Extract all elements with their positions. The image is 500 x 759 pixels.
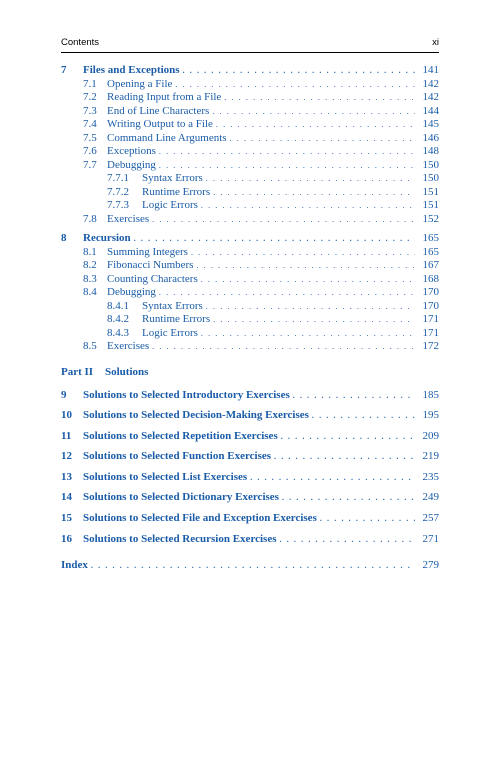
section-page: 144 <box>422 104 439 117</box>
toc-chapter-10[interactable] <box>61 405 439 426</box>
dot-leader <box>152 213 415 227</box>
section-page: 170 <box>422 286 439 298</box>
chapter-number: 11 <box>61 429 72 442</box>
section-number: 7.1 <box>83 77 97 90</box>
chapter-number: 16 <box>61 532 72 545</box>
subsection-title: Logic Errors <box>142 326 198 339</box>
section-number: 7.5 <box>83 131 97 144</box>
subsection-number: 8.4.2 <box>107 313 129 325</box>
chapter-title: Solutions to Selected Dictionary Exercises <box>83 491 279 504</box>
toc-subsection-8-4-1[interactable] <box>61 300 439 314</box>
toc-section-8-2[interactable] <box>61 259 439 273</box>
section-title: Summing Integers <box>107 245 188 258</box>
chapter-title: Solutions to Selected File and Exception Exercises <box>83 512 317 525</box>
chapter-page: 219 <box>422 450 439 463</box>
chapter-number: 8 <box>61 232 67 244</box>
dot-leader <box>201 199 415 213</box>
dot-leader <box>282 488 415 509</box>
toc-chapter-8[interactable] <box>61 232 439 246</box>
chapter-page: 257 <box>422 512 439 525</box>
section-number: 8.3 <box>83 272 97 285</box>
section-page: 146 <box>422 131 439 144</box>
chapter-title: Solutions to Selected Function Exercises <box>83 450 272 463</box>
toc-section-8-4[interactable] <box>61 286 439 300</box>
index-page: 279 <box>422 559 439 572</box>
chapter-number: 15 <box>61 512 72 525</box>
section-title: Debugging <box>107 158 156 171</box>
subsection-page: 150 <box>422 172 439 184</box>
chapter-title: Solutions to Selected List Exercises <box>83 470 248 483</box>
subsection-page: 171 <box>422 313 439 325</box>
toc-chapter-16[interactable] <box>61 529 439 550</box>
section-page: 172 <box>422 340 439 352</box>
chapter-page: 209 <box>422 429 439 442</box>
dot-leader <box>159 286 415 300</box>
toc-section-8-3[interactable] <box>61 273 439 287</box>
subsection-number: 8.4.3 <box>107 326 129 339</box>
running-head-title: Contents <box>61 37 100 48</box>
dot-leader <box>230 132 415 146</box>
toc-chapter-13[interactable] <box>61 467 439 488</box>
subsection-number: 7.7.3 <box>107 199 129 211</box>
chapter-page: 141 <box>422 64 439 76</box>
section-page: 145 <box>422 118 439 130</box>
chapter-title: Solutions to Selected Decision-Making Exercises <box>83 409 309 422</box>
toc-section-7-8[interactable] <box>61 213 439 227</box>
toc-subsection-7-7-3[interactable] <box>61 199 439 213</box>
toc-chapter-9[interactable] <box>61 385 439 406</box>
subsection-number: 7.7.2 <box>107 185 129 198</box>
section-title: Counting Characters <box>107 272 198 285</box>
dot-leader <box>280 530 415 551</box>
subsection-page: 151 <box>422 185 439 198</box>
part-label: Part II <box>61 365 94 378</box>
section-page: 165 <box>422 245 439 258</box>
section-number: 8.2 <box>83 259 97 271</box>
part-title: Solutions <box>105 365 149 378</box>
dot-leader <box>293 386 415 407</box>
section-number: 7.7 <box>83 158 97 171</box>
toc-section-7-1[interactable] <box>61 78 439 92</box>
toc-chapter-7[interactable] <box>61 64 439 78</box>
subsection-number: 7.7.1 <box>107 172 129 184</box>
toc-subsection-7-7-2[interactable] <box>61 186 439 200</box>
toc-chapter-14[interactable] <box>61 487 439 508</box>
section-title: Writing Output to a File <box>107 118 213 130</box>
section-page: 142 <box>422 77 439 90</box>
chapter-page: 271 <box>422 532 439 545</box>
subsection-title: Syntax Errors <box>142 299 203 312</box>
table-of-contents <box>61 64 439 576</box>
toc-section-8-5[interactable] <box>61 340 439 354</box>
chapter-title: Solutions to Selected Recursion Exercises <box>83 532 277 545</box>
toc-chapter-15[interactable] <box>61 508 439 529</box>
section-number: 7.4 <box>83 118 97 130</box>
section-title: Reading Input from a File <box>107 91 222 103</box>
section-title: Command Line Arguments <box>107 131 227 144</box>
dot-leader <box>201 273 415 287</box>
dot-leader <box>201 327 415 341</box>
section-title: Debugging <box>107 286 156 298</box>
subsection-page: 171 <box>422 326 439 339</box>
subsection-title: Runtime Errors <box>142 313 211 325</box>
dot-leader <box>274 447 415 468</box>
dot-leader <box>196 259 415 273</box>
toc-section-7-7[interactable] <box>61 159 439 173</box>
dot-leader <box>281 427 415 448</box>
toc-part-2[interactable] <box>61 365 439 379</box>
chapter-page: 249 <box>422 491 439 504</box>
dot-leader <box>320 509 415 530</box>
dot-leader <box>250 468 415 489</box>
dot-leader <box>191 246 415 260</box>
section-number: 7.3 <box>83 104 97 117</box>
section-number: 7.6 <box>83 145 97 157</box>
dot-leader <box>206 172 415 186</box>
section-page: 167 <box>422 259 439 271</box>
dot-leader <box>216 118 415 132</box>
dot-leader <box>183 64 415 78</box>
toc-section-7-6[interactable] <box>61 145 439 159</box>
toc-section-7-5[interactable] <box>61 132 439 146</box>
dot-leader <box>206 300 415 314</box>
subsection-title: Runtime Errors <box>142 185 211 198</box>
chapter-number: 10 <box>61 409 72 422</box>
toc-subsection-7-7-1[interactable] <box>61 172 439 186</box>
dot-leader <box>175 78 415 92</box>
chapter-page: 235 <box>422 470 439 483</box>
chapter-page: 165 <box>422 232 439 244</box>
header-rule <box>61 52 439 53</box>
toc-section-7-2[interactable] <box>61 91 439 105</box>
chapter-title: Solutions to Selected Introductory Exercises <box>83 388 290 401</box>
chapter-number: 9 <box>61 388 67 401</box>
toc-index[interactable] <box>61 555 439 576</box>
chapter-number: 7 <box>61 64 67 76</box>
section-page: 142 <box>422 91 439 103</box>
dot-leader <box>213 186 415 200</box>
section-number: 8.4 <box>83 286 97 298</box>
section-number: 7.2 <box>83 91 97 103</box>
dot-leader <box>91 556 415 577</box>
toc-chapter-11[interactable] <box>61 426 439 447</box>
dot-leader <box>212 105 415 119</box>
toc-section-7-4[interactable] <box>61 118 439 132</box>
chapter-title: Files and Exceptions <box>83 64 180 76</box>
dot-leader <box>213 313 415 327</box>
section-page: 168 <box>422 272 439 285</box>
toc-section-8-1[interactable] <box>61 246 439 260</box>
subsection-number: 8.4.1 <box>107 299 129 312</box>
chapter-number: 12 <box>61 450 72 463</box>
toc-chapter-12[interactable] <box>61 446 439 467</box>
chapter-title: Solutions to Selected Repetition Exercises <box>83 429 278 442</box>
section-number: 8.5 <box>83 340 97 352</box>
toc-subsection-8-4-3[interactable] <box>61 327 439 341</box>
subsection-title: Syntax Errors <box>142 172 203 184</box>
section-page: 148 <box>422 145 439 157</box>
section-page: 152 <box>422 212 439 225</box>
section-title: Exceptions <box>107 145 156 157</box>
section-number: 7.8 <box>83 212 97 225</box>
chapter-number: 14 <box>61 491 72 504</box>
index-title: Index <box>61 559 88 572</box>
section-title: End of Line Characters <box>107 104 210 117</box>
section-number: 8.1 <box>83 245 97 258</box>
chapter-number: 13 <box>61 470 72 483</box>
chapter-page: 195 <box>422 409 439 422</box>
subsection-title: Logic Errors <box>142 199 198 211</box>
dot-leader <box>312 406 415 427</box>
subsection-page: 170 <box>422 299 439 312</box>
toc-subsection-8-4-2[interactable] <box>61 313 439 327</box>
section-title: Exercises <box>107 212 150 225</box>
toc-section-7-3[interactable] <box>61 105 439 119</box>
running-head-page-number: xi <box>432 37 439 48</box>
spacer <box>61 354 439 365</box>
dot-leader <box>224 91 415 105</box>
dot-leader <box>134 232 415 246</box>
dot-leader <box>159 145 415 159</box>
section-page: 150 <box>422 158 439 171</box>
dot-leader <box>152 340 415 354</box>
dot-leader <box>159 159 415 173</box>
running-head <box>61 37 439 49</box>
section-title: Fibonacci Numbers <box>107 259 194 271</box>
section-title: Exercises <box>107 340 150 352</box>
chapter-title: Recursion <box>83 232 131 244</box>
subsection-page: 151 <box>422 199 439 211</box>
chapter-page: 185 <box>422 388 439 401</box>
section-title: Opening a File <box>107 77 173 90</box>
